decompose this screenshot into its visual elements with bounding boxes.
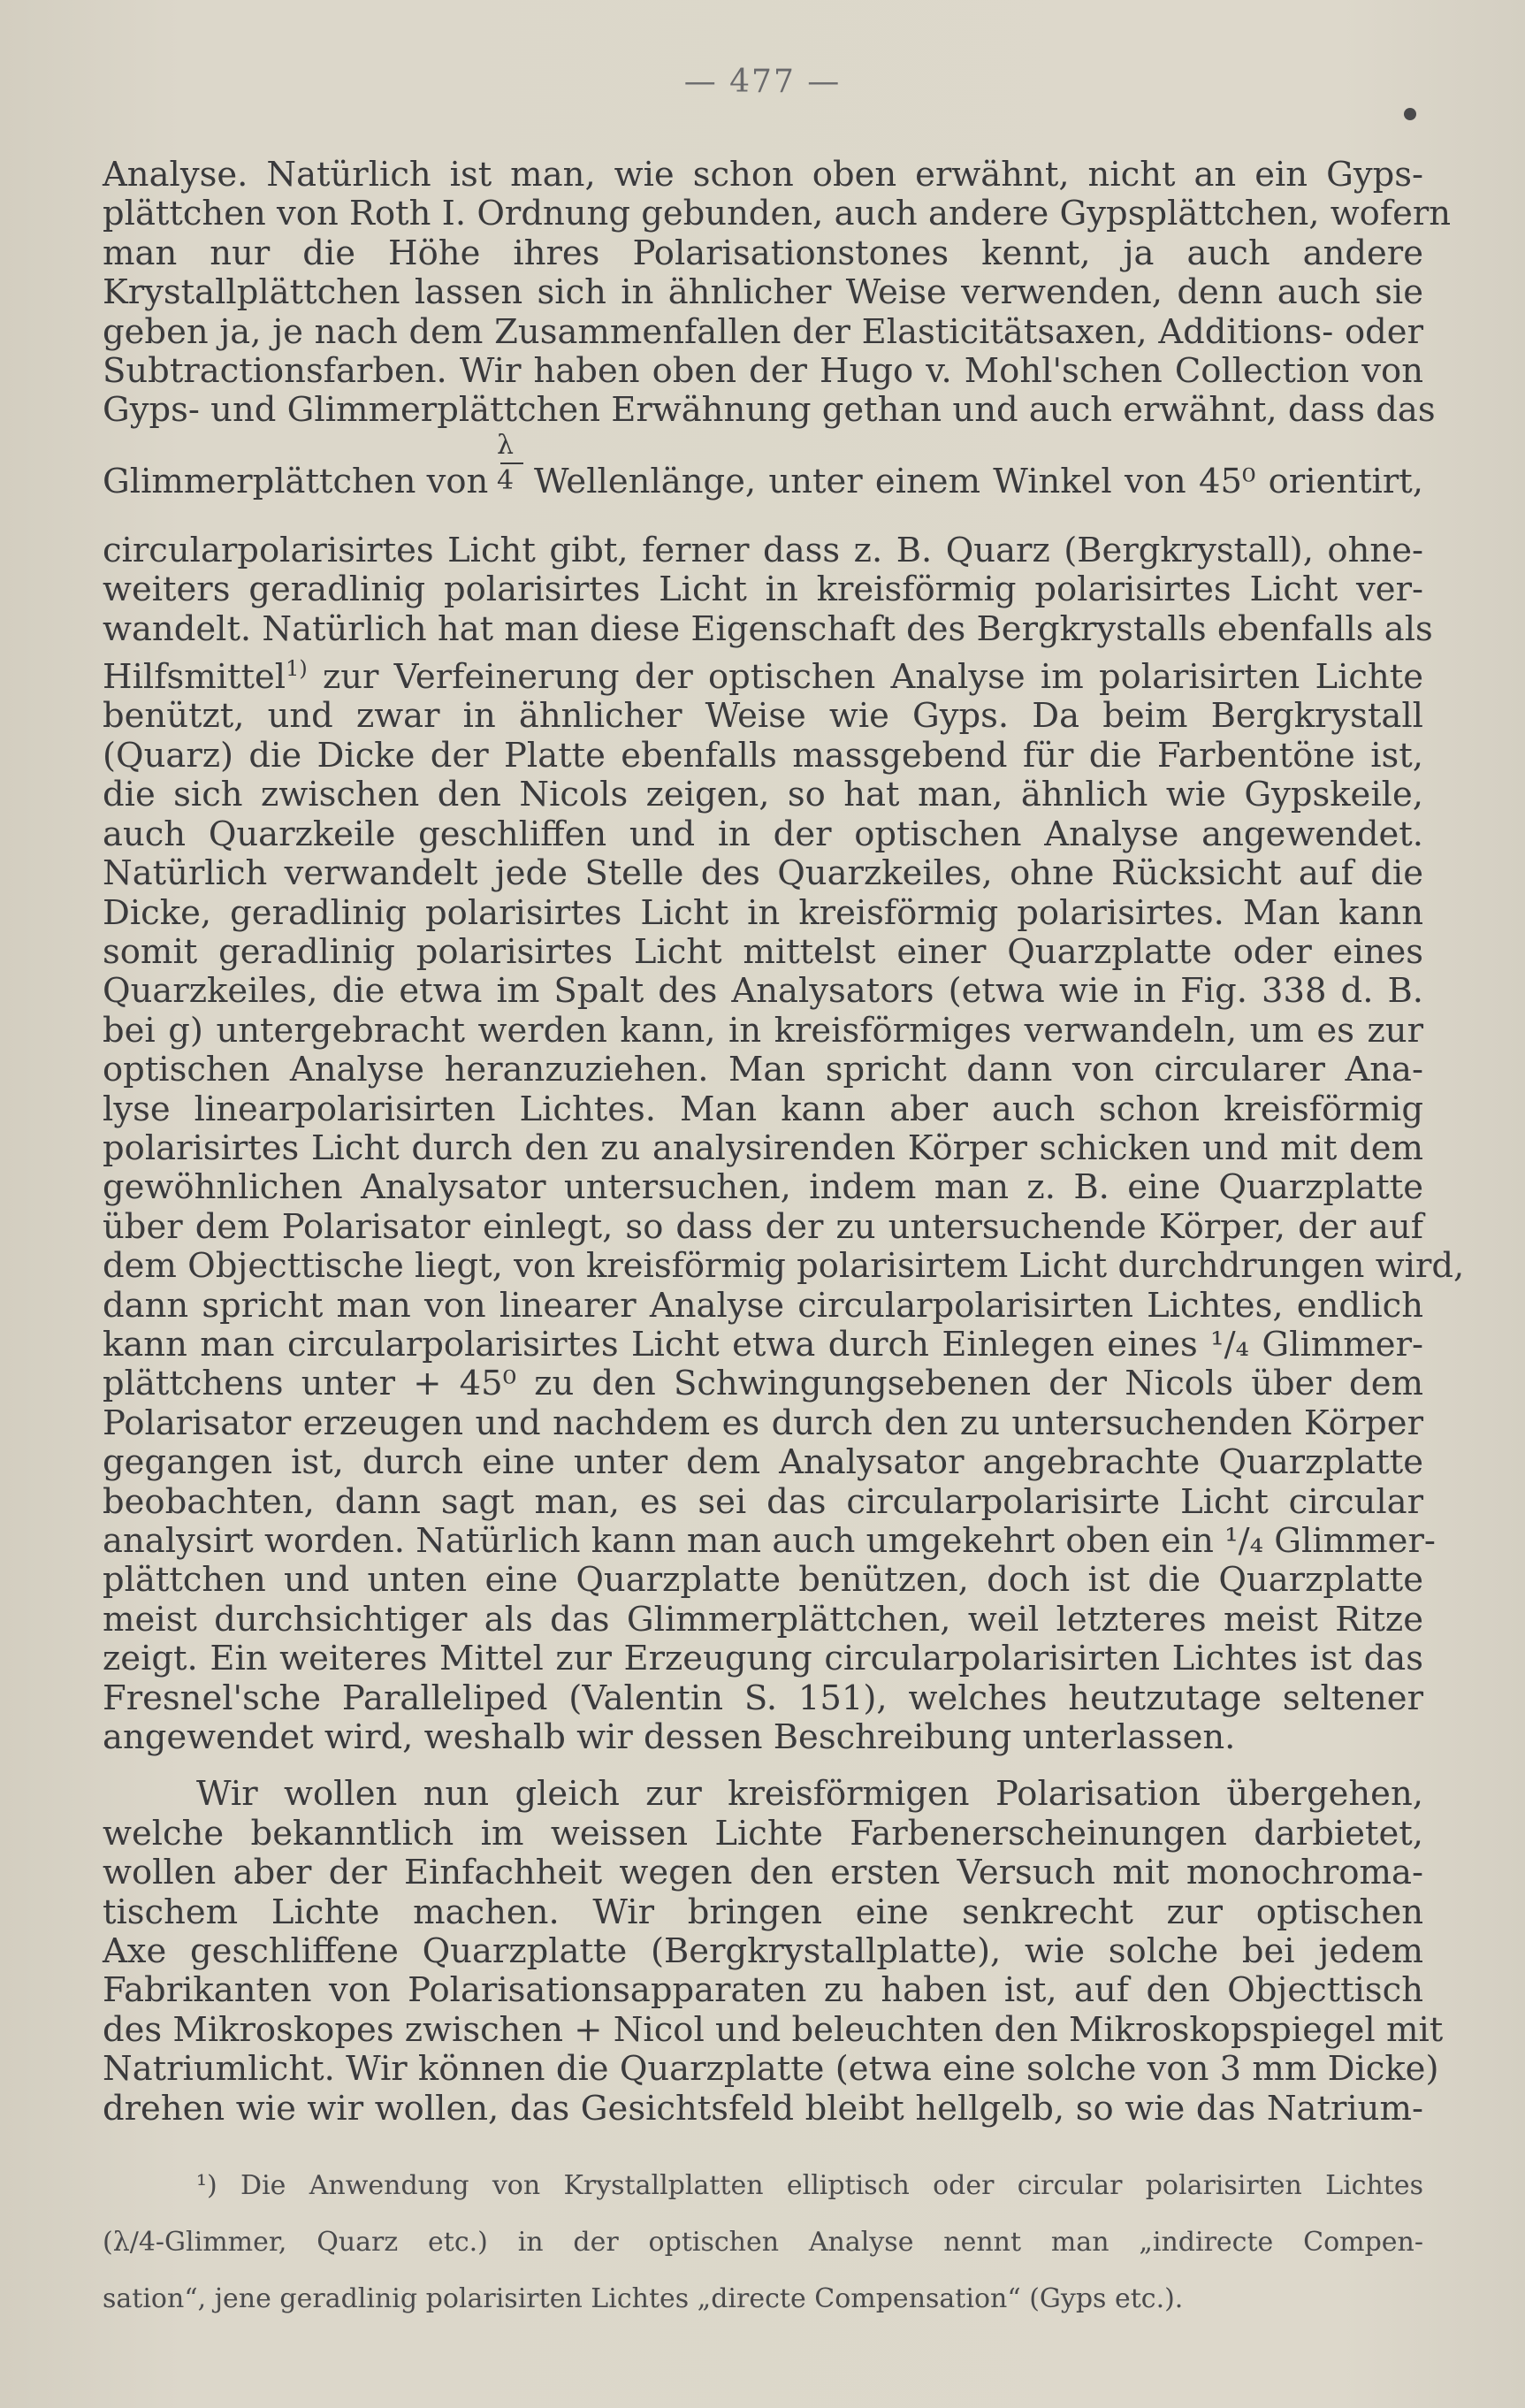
text-line: wandelt. Natürlich hat man diese Eigenschaft des Bergkrystalls ebenfalls als [103, 608, 1433, 649]
text-line: kann man circularpolarisirtes Licht etwa durch Einlegen eines ¹/₄ Glimmer- [103, 1324, 1423, 1365]
text-line: optischen Analyse heranzuziehen. Man spricht dann von circularer Ana- [103, 1050, 1423, 1090]
footnote-line: (λ/4-Glimmer, Quarz etc.) in der optischen Analyse nennt man „indirecte Compen- [103, 2227, 1423, 2258]
footnote-line: sation“, jene geradlinig polarisirten Lichtes „directe Compensation“ (Gyps etc.). [103, 2283, 1184, 2314]
text-line: bei g) untergebracht werden kann, in kreisförmiges verwandeln, um es zur [103, 1010, 1423, 1051]
fraction-text-line [103, 431, 1423, 531]
text-line: polarisirtes Licht durch den zu analysirenden Körper schicken und mit dem [103, 1128, 1423, 1168]
text-line: welche bekanntlich im weissen Lichte Farbenerscheinungen darbietet, [103, 1813, 1423, 1854]
text-line: Axe geschliffene Quarzplatte (Bergkrystallplatte), wie solche bei jedem [103, 1931, 1423, 1972]
text-segment: Wellenlänge, unter einem Winkel von 45⁰ orientirt, [534, 461, 1423, 501]
text-segment: Hilfsmittel [103, 657, 286, 698]
footnote-line: ¹) Die Anwendung von Krystallplatten elliptisch oder circular polarisirten Lichtes [196, 2170, 1423, 2201]
text-line: man nur die Höhe ihres Polarisationstones kennt, ja auch andere [103, 233, 1423, 273]
text-line: zeigt. Ein weiteres Mittel zur Erzeugung circularpolarisirten Lichtes ist das [103, 1639, 1423, 1679]
text-line: plättchens unter + 45⁰ zu den Schwingungsebenen der Nicols über dem [103, 1364, 1423, 1404]
text-line: plättchen von Roth I. Ordnung gebunden, auch andere Gypsplättchen, wofern [103, 194, 1452, 234]
text-line: beobachten, dann sagt man, es sei das circularpolarisirte Licht circular [103, 1481, 1423, 1522]
text-line: Natürlich verwandelt jede Stelle des Quarzkeiles, ohne Rücksicht auf die [103, 853, 1423, 894]
text-line: dann spricht man von linearer Analyse circularpolarisirten Lichtes, endlich [103, 1285, 1423, 1326]
text-line: circularpolarisirtes Licht gibt, ferner dass z. B. Quarz (Bergkrystall), ohne- [103, 530, 1423, 570]
text-line: Quarzkeiles, die etwa im Spalt des Analysators (etwa wie in Fig. 338 d. B. [103, 971, 1423, 1012]
text-line: über dem Polarisator einlegt, so dass der zu untersuchende Körper, der auf [103, 1206, 1423, 1247]
text-line: benützt, und zwar in ähnlicher Weise wie Gyps. Da beim Bergkrystall [103, 696, 1423, 737]
text-line: (Quarz) die Dicke der Platte ebenfalls massgebend für die Farbentöne ist, [103, 735, 1423, 776]
fraction-denominator: 4 [497, 464, 515, 496]
text-line: Wir wollen nun gleich zur kreisförmigen Polarisation übergehen, [196, 1774, 1423, 1815]
text-line: geben ja, je nach dem Zusammenfallen der Elasticitätsaxen, Additions- oder [103, 311, 1423, 352]
text-line: Polarisator erzeugen und nachdem es durch den zu untersuchenden Körper [103, 1403, 1423, 1443]
page-number: — 477 — [683, 64, 842, 100]
text-line: lyse linearpolarisirten Lichtes. Man kann aber auch schon kreisförmig [103, 1089, 1423, 1129]
text-line: gewöhnlichen Analysator untersuchen, indem man z. B. eine Quarzplatte [103, 1167, 1423, 1208]
paragraph-2 [103, 1774, 1444, 2129]
footnote [103, 2158, 1423, 2328]
text-line: dem Objecttische liegt, von kreisförmig polarisirtem Licht durchdrungen wird, [103, 1246, 1465, 1287]
text-line: drehen wie wir wollen, das Gesichtsfeld bleibt hellgelb, so wie das Natrium- [103, 2088, 1423, 2129]
paragraph-gap [103, 1757, 1423, 1775]
text-line: Subtractionsfarben. Wir haben oben der Hugo v. Mohl'schen Collection von [103, 351, 1423, 392]
text-line: Analyse. Natürlich ist man, wie schon oben erwähnt, nicht an ein Gyps- [103, 155, 1423, 195]
text-line: wollen aber der Einfachheit wegen den ersten Versuch mit monochroma- [103, 1853, 1423, 1893]
text-line: somit geradlinig polarisirtes Licht mittelst einer Quarzplatte oder eines [103, 931, 1423, 972]
text-line: plättchen und unten eine Quarzplatte benützen, doch ist die Quarzplatte [103, 1560, 1423, 1601]
text-line: tischem Lichte machen. Wir bringen eine senkrecht zur optischen [103, 1892, 1423, 1932]
text-line: Fabrikanten von Polarisationsapparaten zu haben ist, auf den Objecttisch [103, 1970, 1423, 2011]
paragraph-1 [103, 155, 1465, 1758]
text-line: Dicke, geradlinig polarisirtes Licht in kreisförmig polarisirtes. Man kann [103, 892, 1423, 933]
text-line: Natriumlicht. Wir können die Quarzplatte (etwa eine solche von 3 mm Dicke) [103, 2049, 1439, 2090]
fraction-bar [500, 462, 523, 464]
text-line: meist durchsichtiger als das Glimmerplättchen, weil letzteres meist Ritze [103, 1599, 1423, 1640]
fraction-numerator: λ [497, 429, 515, 461]
text-line: Gyps- und Glimmerplättchen Erwähnung gethan und auch erwähnt, dass das [103, 390, 1436, 431]
text-line-with-footnote-mark [103, 649, 1423, 697]
text-line: die sich zwischen den Nicols zeigen, so hat man, ähnlich wie Gypskeile, [103, 775, 1423, 815]
text-line: gegangen ist, durch eine unter dem Analysator angebrachte Quarzplatte [103, 1442, 1423, 1483]
footnote-mark: 1) [286, 656, 308, 682]
text-line: angewendet wird, weshalb wir dessen Beschreibung unterlassen. [103, 1717, 1236, 1758]
main-text [103, 155, 1465, 2129]
text-line: Krystallplättchen lassen sich in ähnlicher Weise verwenden, denn auch sie [103, 272, 1423, 313]
text-line: Fresnel'sche Paralleliped (Valentin S. 151), welches heutzutage seltener [103, 1678, 1423, 1718]
lambda-quarter-fraction [497, 431, 527, 496]
text-line: weiters geradlinig polarisirtes Licht in kreisförmig polarisirtes Licht ver- [103, 570, 1423, 610]
text-segment: Glimmerplättchen von [103, 461, 489, 501]
text-line: auch Quarzkeile geschliffen und in der optischen Analyse angewendet. [103, 814, 1423, 854]
text-line: des Mikroskopes zwischen + Nicol und beleuchten den Mikroskopspiegel mit [103, 2009, 1444, 2050]
text-segment: zur Verfeinerung der optischen Analyse im polarisirten Lichte [307, 657, 1423, 698]
text-line: analysirt worden. Natürlich kann man auch umgekehrt oben ein ¹/₄ Glimmer- [103, 1521, 1436, 1561]
ink-speck [1404, 108, 1416, 120]
